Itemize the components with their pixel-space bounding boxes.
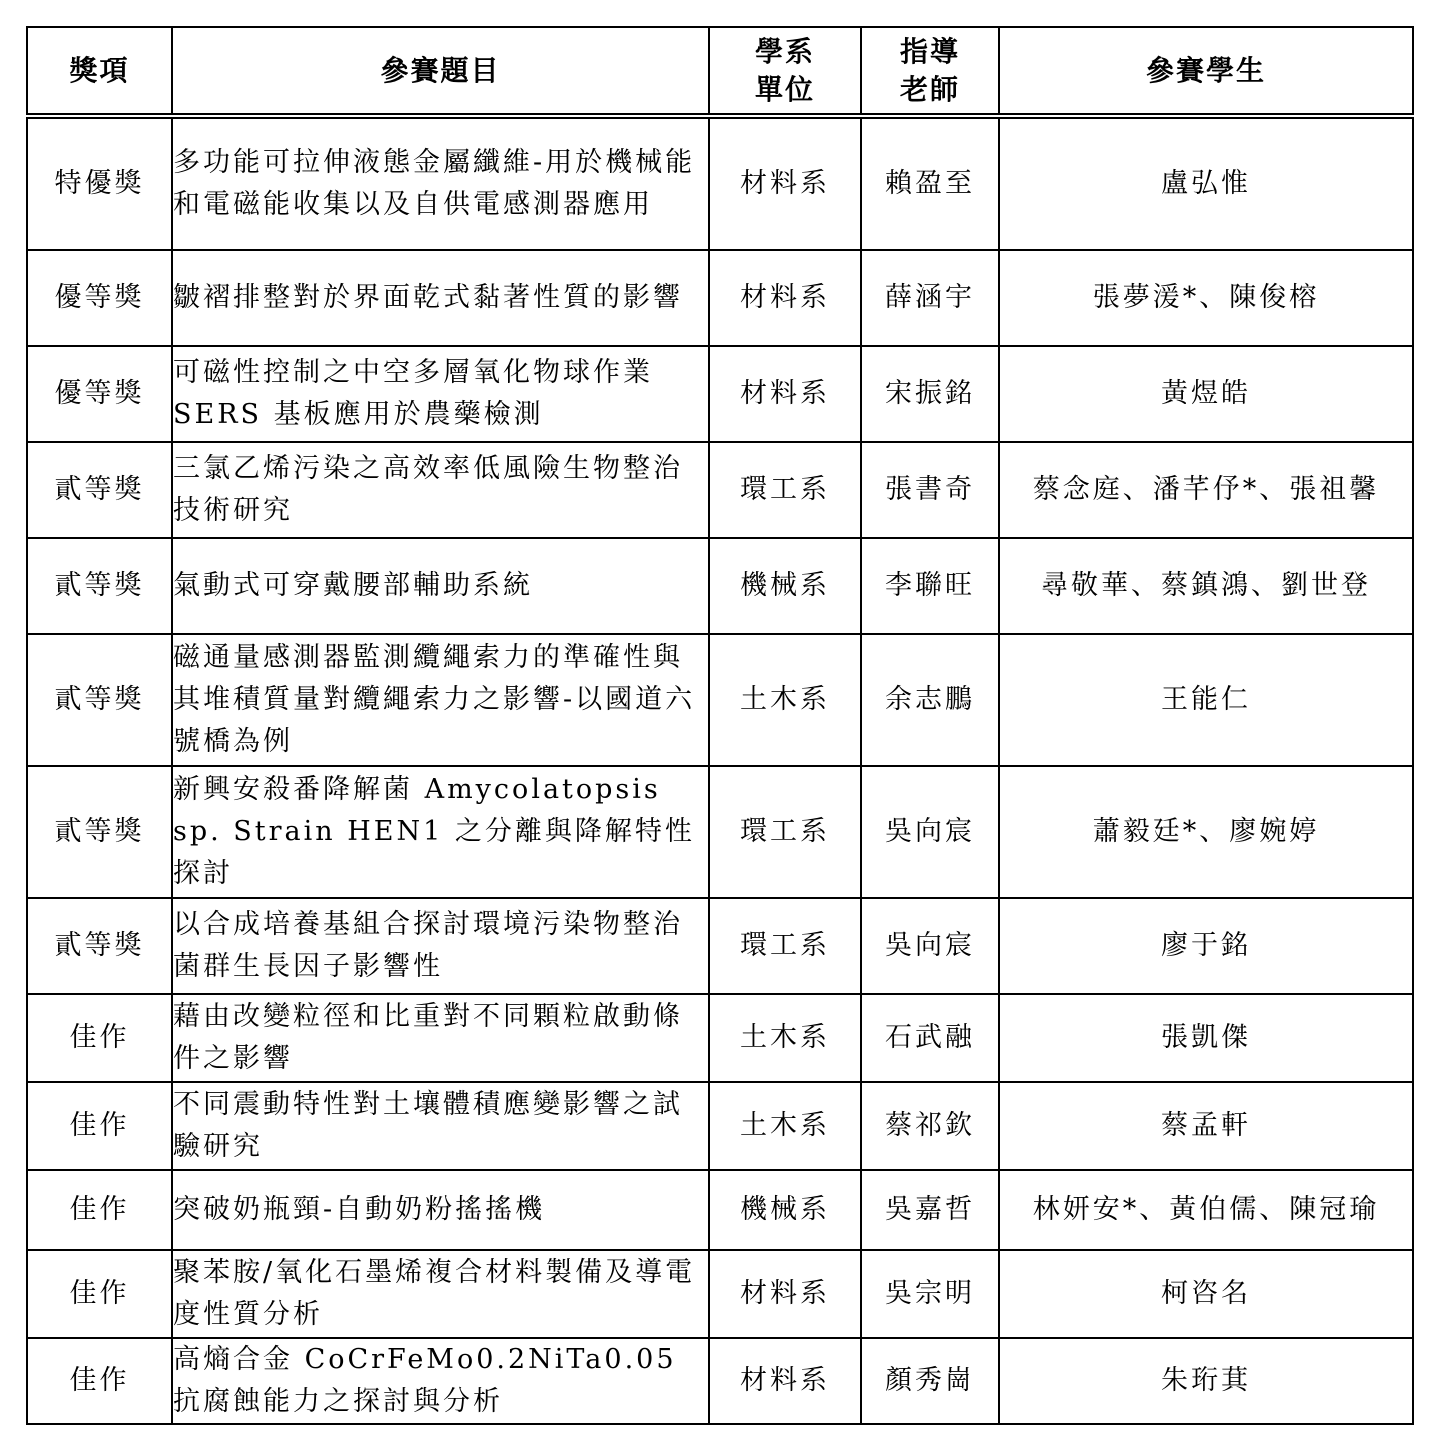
award-cell: 貳等獎 [27, 442, 172, 538]
table-row [27, 1338, 1413, 1424]
teacher-cell: 顏秀崗 [861, 1338, 999, 1424]
title-cell: 三氯乙烯污染之高效率低風險生物整治技術研究 [172, 442, 709, 538]
table-row [27, 994, 1413, 1082]
dept-cell: 材料系 [709, 116, 861, 250]
award-cell: 佳作 [27, 994, 172, 1082]
teacher-cell: 蔡祁欽 [861, 1082, 999, 1170]
table-row [27, 1250, 1413, 1338]
header-teacher [861, 27, 999, 116]
students-cell: 王能仁 [999, 634, 1413, 766]
students-cell: 柯咨名 [999, 1250, 1413, 1338]
teacher-cell: 李聯旺 [861, 538, 999, 634]
dept-cell: 土木系 [709, 634, 861, 766]
table-row [27, 116, 1413, 250]
dept-cell: 土木系 [709, 1082, 861, 1170]
students-cell: 林妍安*、黃伯儒、陳冠瑜 [999, 1170, 1413, 1250]
header-dept-line1: 學系 [754, 34, 815, 68]
title-cell: 以合成培養基組合探討環境污染物整治菌群生長因子影響性 [172, 898, 709, 994]
title-cell: 聚苯胺/氧化石墨烯複合材料製備及導電度性質分析 [172, 1250, 709, 1338]
table-row [27, 250, 1413, 346]
award-cell: 貳等獎 [27, 898, 172, 994]
title-cell: 新興安殺番降解菌 Amycolatopsis sp. Strain HEN1 之分離與降解特性探討 [172, 766, 709, 898]
title-cell: 多功能可拉伸液態金屬纖維-用於機械能和電磁能收集以及自供電感測器應用 [172, 116, 709, 250]
dept-cell: 材料系 [709, 1338, 861, 1424]
teacher-cell: 吳向宸 [861, 766, 999, 898]
award-cell: 佳作 [27, 1338, 172, 1424]
title-cell: 不同震動特性對土壤體積應變影響之試驗研究 [172, 1082, 709, 1170]
students-cell: 廖于銘 [999, 898, 1413, 994]
students-cell: 盧弘惟 [999, 116, 1413, 250]
students-cell: 張凱傑 [999, 994, 1413, 1082]
title-cell: 皺褶排整對於界面乾式黏著性質的影響 [172, 250, 709, 346]
dept-cell: 土木系 [709, 994, 861, 1082]
header-students: 參賽學生 [999, 27, 1413, 116]
dept-cell: 材料系 [709, 1250, 861, 1338]
award-cell: 特優獎 [27, 116, 172, 250]
teacher-cell: 吳向宸 [861, 898, 999, 994]
header-teacher-line1: 指導 [899, 34, 960, 68]
award-cell: 貳等獎 [27, 538, 172, 634]
table-row [27, 766, 1413, 898]
award-cell: 佳作 [27, 1082, 172, 1170]
awards-table [26, 26, 1414, 1425]
teacher-cell: 吳嘉哲 [861, 1170, 999, 1250]
students-cell: 張夢湲*、陳俊榕 [999, 250, 1413, 346]
title-cell: 磁通量感測器監測纜繩索力的準確性與其堆積質量對纜繩索力之影響-以國道六號橋為例 [172, 634, 709, 766]
dept-cell: 材料系 [709, 250, 861, 346]
dept-cell: 材料系 [709, 346, 861, 442]
teacher-cell: 余志鵬 [861, 634, 999, 766]
table-row [27, 1170, 1413, 1250]
header-row [27, 27, 1413, 116]
header-teacher-line2: 老師 [899, 72, 960, 106]
table-row [27, 634, 1413, 766]
title-cell: 突破奶瓶頸-自動奶粉搖搖機 [172, 1170, 709, 1250]
students-cell: 朱珩萁 [999, 1338, 1413, 1424]
teacher-cell: 吳宗明 [861, 1250, 999, 1338]
teacher-cell: 宋振銘 [861, 346, 999, 442]
header-award: 獎項 [27, 27, 172, 116]
dept-cell: 環工系 [709, 766, 861, 898]
dept-cell: 環工系 [709, 442, 861, 538]
dept-cell: 機械系 [709, 538, 861, 634]
students-cell: 黃煜皓 [999, 346, 1413, 442]
students-cell: 蔡孟軒 [999, 1082, 1413, 1170]
award-cell: 佳作 [27, 1250, 172, 1338]
header-title: 參賽題目 [172, 27, 709, 116]
students-cell: 蕭毅廷*、廖婉婷 [999, 766, 1413, 898]
header-dept [709, 27, 861, 116]
dept-cell: 環工系 [709, 898, 861, 994]
table-row [27, 538, 1413, 634]
award-cell: 佳作 [27, 1170, 172, 1250]
table-row [27, 898, 1413, 994]
header-dept-line2: 單位 [754, 72, 815, 106]
title-cell: 可磁性控制之中空多層氧化物球作業 SERS 基板應用於農藥檢測 [172, 346, 709, 442]
teacher-cell: 賴盈至 [861, 116, 999, 250]
teacher-cell: 張書奇 [861, 442, 999, 538]
title-cell: 氣動式可穿戴腰部輔助系統 [172, 538, 709, 634]
teacher-cell: 石武融 [861, 994, 999, 1082]
award-cell: 優等獎 [27, 250, 172, 346]
table-row [27, 346, 1413, 442]
table-row [27, 442, 1413, 538]
dept-cell: 機械系 [709, 1170, 861, 1250]
award-cell: 優等獎 [27, 346, 172, 442]
teacher-cell: 薛涵宇 [861, 250, 999, 346]
table-row [27, 1082, 1413, 1170]
award-cell: 貳等獎 [27, 634, 172, 766]
students-cell: 蔡念庭、潘芊伃*、張祖馨 [999, 442, 1413, 538]
award-cell: 貳等獎 [27, 766, 172, 898]
title-cell: 高熵合金 CoCrFeMo0.2NiTa0.05 抗腐蝕能力之探討與分析 [172, 1338, 709, 1424]
students-cell: 尋敬華、蔡鎮鴻、劉世登 [999, 538, 1413, 634]
title-cell: 藉由改變粒徑和比重對不同顆粒啟動條件之影響 [172, 994, 709, 1082]
